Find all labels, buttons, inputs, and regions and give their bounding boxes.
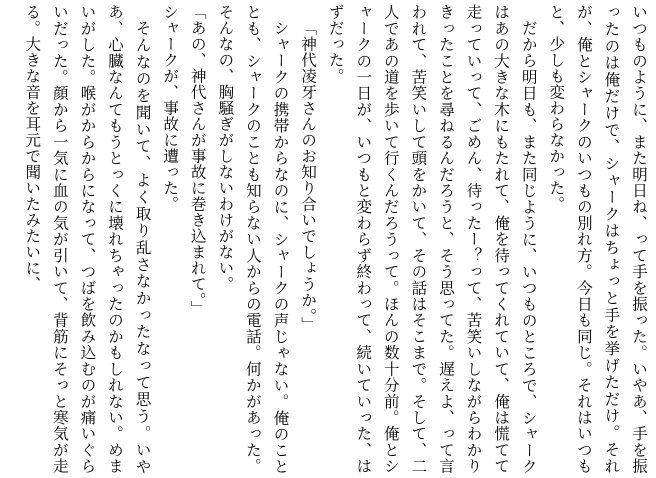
paragraph: そんなのを聞いて、よく取り乱さなかったなって思う。いやあ、心臓なんてもうとっくに壊れちゃったのかもしれない。めまいがした。喉がからからになって、つばを飲み込むのが痛いぐらいだった。顔から一気に血の気が引いて、背筋にそっと寒気が走る。大きな音を耳元で聞いたみたいに、	[23, 4, 152, 475]
paragraph: 「神代凌牙さんのお知り合いでしょうか。」	[299, 19, 318, 332]
paragraph: シャークの携帯からなのに、シャークの声じゃない。俺のこととも、シャークのことも知らない人からの電話。何かがあった。そんなの、胸騒ぎがしないわけがない。	[216, 4, 290, 474]
paragraph: いつものように、また明日ね、って手を振った。いやあ、手を振ったのは俺だけで、シャークはちょっと手を挙げただけ。それが、俺とシャークのいつもの別れ方。今日も同じ。それはいつもと、少しも変わらなかった。	[547, 4, 648, 475]
paragraph: シャークが、事故に遭った。	[161, 4, 180, 212]
paragraph: 「あの、神代さんが事故に巻き込まれて。」	[188, 4, 207, 317]
paragraph: だから明日も、また同じように、いつものところで、シャークはあの大きな木にもたれて、俺を待ってくれていて、俺は慌てて走っていって、ごめん、待ったー？って、苦笑いしながらわかりきったことを尋ねるんだろうと、そう思ってた。遅えよ、って言われて、苦笑いして頭をかいて、その話はそこまで。そして、二人であの道を歩いて行くんだろうって。ほんの数十分前。俺とシャークの一日が、いつもと変わらず終わって、続いていった、はずだった。	[326, 4, 538, 475]
